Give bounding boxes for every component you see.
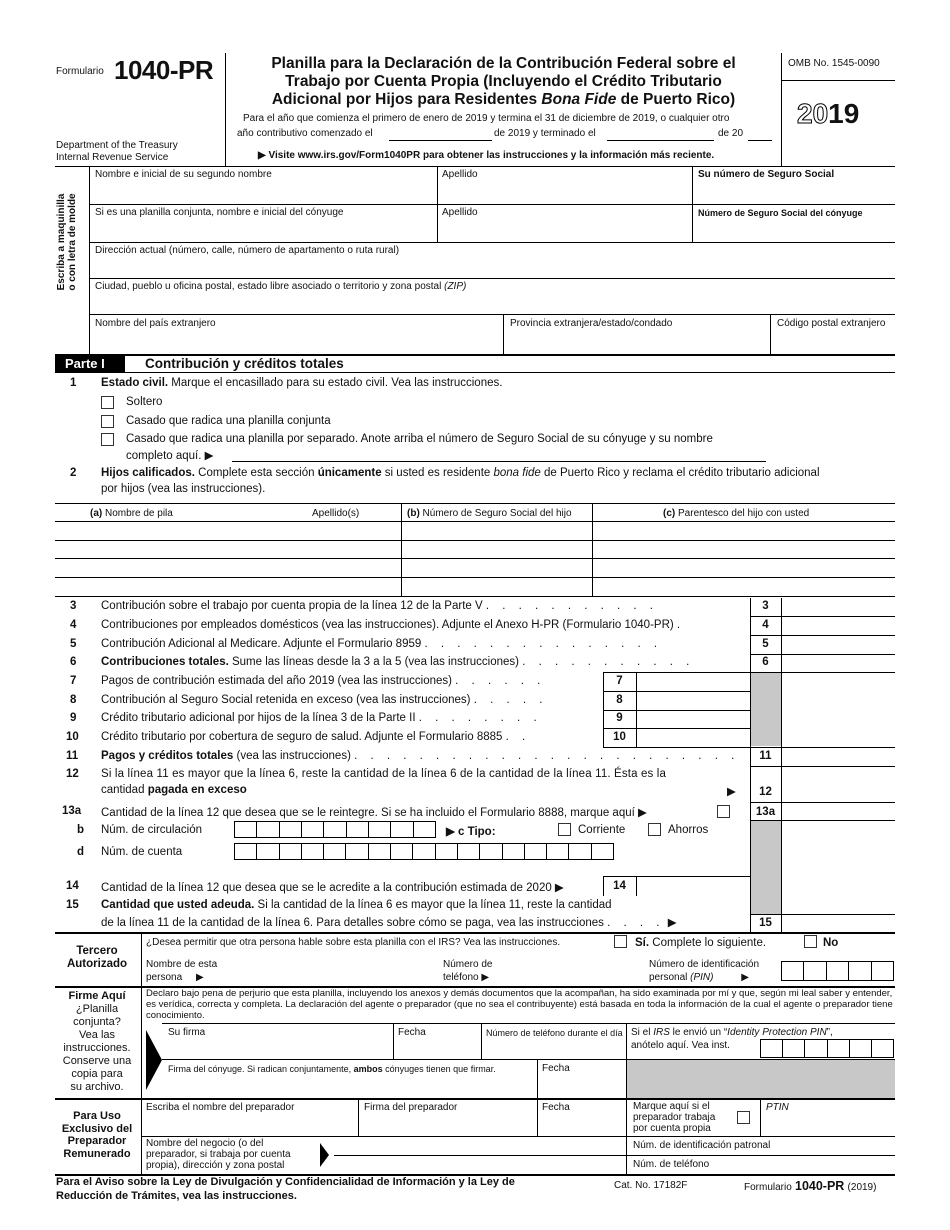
line8-amount-field[interactable] — [638, 693, 748, 709]
part1-title: Contribución y créditos totales — [145, 356, 344, 371]
foreign-province-field[interactable] — [509, 332, 766, 352]
line12-box-num: 12 — [759, 786, 772, 798]
line8-label: Contribución al Seguro Social retenida en exceso (vea las instrucciones) . . . . . — [101, 694, 548, 706]
address-field[interactable] — [95, 259, 893, 277]
line9-box-num: 9 — [616, 712, 623, 724]
col-a2-header: Apellido(s) — [312, 508, 360, 519]
line12-label: Si la línea 11 es mayor que la línea 6, reste la cantidad de la línea 6 de la cantidad de la línea 11. Ésta es la — [101, 768, 667, 780]
catalog-number: Cat. No. 17182F — [614, 1180, 688, 1191]
spouse-ssn-field[interactable] — [698, 221, 893, 241]
daytime-phone-label: Número de teléfono durante el día — [486, 1028, 623, 1038]
col-a-header: (a) Nombre de pila — [90, 508, 173, 519]
line15-amount-field[interactable] — [783, 915, 893, 931]
sign-arrow-icon — [146, 1030, 162, 1090]
checking-checkbox[interactable] — [558, 823, 571, 836]
designee-yes-label: Sí. Complete lo siguiente. — [635, 937, 767, 949]
line14-amount-field[interactable] — [638, 877, 748, 895]
line3-amount-field[interactable] — [783, 599, 893, 615]
form8888-checkbox[interactable] — [717, 805, 730, 818]
first-name-field[interactable] — [95, 183, 433, 203]
preparer-date-field[interactable] — [542, 1116, 622, 1134]
line13a-amount-field[interactable] — [783, 804, 893, 820]
privacy-notice-2: Reducción de Trámites, vea las instrucciones. — [56, 1190, 297, 1202]
spouse-name-field[interactable] — [95, 221, 433, 241]
line7-num: 7 — [70, 675, 77, 687]
firm-name-label: Nombre del negocio (o del preparador, si trabaja por cuenta propia), dirección y zona postal — [146, 1138, 291, 1171]
ptin-field[interactable] — [766, 1116, 894, 1134]
spouse-date-label: Fecha — [542, 1063, 570, 1074]
spouse-signature-label: Firma del cónyuge. Si radican conjuntamente, ambos cónyuges tienen que firmar. — [168, 1064, 496, 1074]
tax-year-line: Para el año que comienza el primero de enero de 2019 y termina el 31 de diciembre de 2019, o cualquier otro — [243, 113, 730, 124]
fiscal-end-year-field[interactable] — [748, 128, 772, 141]
married-joint-label: Casado que radica una planilla conjunta — [126, 415, 331, 427]
ip-pin-label: Si el IRS le envió un “Identity Protection PIN”, — [631, 1027, 833, 1038]
daytime-phone-field[interactable] — [486, 1040, 622, 1058]
foreign-postal-field[interactable] — [776, 332, 893, 352]
line13a-label: Cantidad de la línea 12 que desea que se le reintegre. Si se ha incluido el Formulario 8888, marque aquí ▶ — [101, 807, 647, 819]
line4-num: 4 — [70, 619, 77, 631]
line15-box-num: 15 — [759, 917, 772, 929]
checking-label: Corriente — [578, 824, 626, 836]
line13a-num: 13a — [62, 805, 82, 817]
designee-question: ¿Desea permitir que otra persona hable sobre esta planilla con el IRS? Vea las instrucciones. — [146, 937, 561, 948]
foreign-country-label: Nombre del país extranjero — [95, 318, 216, 329]
line10-amount-field[interactable] — [638, 730, 748, 746]
spouse-ssn-label: Número de Seguro Social del cónyuge — [698, 208, 863, 218]
line11-num: 11 — [66, 750, 79, 762]
line4-label: Contribuciones por empleados domésticos (vea las instrucciones). Adjunte el Anexo H-PR (Formulario 1040-PR) . — [101, 619, 681, 631]
spouse-date-field[interactable] — [542, 1076, 622, 1096]
col-c-header: (c) Parentesco del hijo con usted — [663, 508, 810, 519]
footer-form-id: Formulario 1040-PR (2019) — [744, 1179, 877, 1193]
account-number-label: Núm. de cuenta — [101, 846, 183, 858]
line6-box-num: 6 — [762, 656, 769, 668]
line12-arrow: ▶ — [727, 786, 736, 798]
self-employed-checkbox[interactable] — [737, 1111, 750, 1124]
foreign-country-field[interactable] — [95, 332, 499, 352]
child-ssn-cells[interactable] — [402, 522, 591, 595]
savings-label: Ahorros — [668, 824, 709, 836]
married-separate-checkbox[interactable] — [101, 433, 114, 446]
qualifying-children-label-2: por hijos (vea las instrucciones). — [101, 483, 266, 495]
line10-label: Crédito tributario por cobertura de seguro de salud. Adjunte el Formulario 8885 . . — [101, 731, 531, 743]
preparer-signature-label: Firma del preparador — [364, 1102, 458, 1113]
line7-amount-field[interactable] — [638, 674, 748, 690]
preparer-signature-field[interactable] — [364, 1116, 534, 1134]
fiscal-begin-field[interactable] — [389, 128, 492, 141]
print-or-type-label: Escriba a maquinilla o con letra de molde — [56, 193, 78, 291]
qualifying-children-label: Hijos calificados. Complete esta sección únicamente si usted es residente bona fide de Puerto Rico y reclama el crédito tributario adicional — [101, 467, 820, 479]
child-name-cells[interactable] — [56, 522, 400, 595]
part1-tag: Parte I — [55, 355, 125, 372]
visit-instructions: ▶ Visite www.irs.gov/Form1040PR para obtener las instrucciones y la información más reciente. — [258, 150, 715, 161]
line10-box-num: 10 — [613, 731, 626, 743]
line2-number: 2 — [70, 467, 77, 479]
line8-num: 8 — [70, 694, 77, 706]
form-prefix: Formulario — [56, 66, 104, 77]
line11-label: Pagos y créditos totales (vea las instrucciones) . . . . . . . . . . . . . . . . . . . . . . . . — [101, 750, 740, 762]
ip-pin-label-2: anótelo aquí. Vea inst. — [631, 1040, 730, 1051]
ssn-label: Su número de Seguro Social — [698, 169, 835, 180]
routing-number-field[interactable] — [234, 821, 436, 838]
married-joint-checkbox[interactable] — [101, 415, 114, 428]
your-signature-field[interactable] — [168, 1040, 390, 1058]
department-label: Department of the Treasury — [56, 140, 178, 151]
line14-num: 14 — [66, 880, 79, 892]
designee-phone-label: Número de — [443, 959, 493, 970]
form-title: Planilla para la Declaración de la Contribución Federal sobre el Trabajo por Cuenta Propia (Incluyendo el Crédito Tributario Adicional por Hijos para Residentes Bona Fide de Puerto Rico) — [271, 55, 736, 108]
line5-num: 5 — [70, 638, 77, 650]
line5-amount-field[interactable] — [783, 637, 893, 653]
irs-label: Internal Revenue Service — [56, 152, 169, 163]
designee-name-label: Nombre de esta — [146, 959, 218, 970]
child-relationship-cells[interactable] — [593, 522, 894, 595]
designee-pin-field[interactable] — [781, 961, 894, 981]
self-employed-label: Marque aquí si el preparador trabaja por cuenta propia — [633, 1101, 716, 1134]
married-separate-label-2: completo aquí. ▶ — [126, 450, 214, 462]
designee-pin-label-2: personal (PIN) ▶ — [649, 972, 749, 983]
line3-label: Contribución sobre el trabajo por cuenta propia de la línea 12 de la Parte V . . . . . . . . . . . — [101, 600, 658, 612]
ssn-field[interactable] — [698, 183, 893, 203]
line15-label-2: de la línea 11 de la cantidad de la línea 6. Para detalles sobre cómo se paga, vea las instrucciones . . . . ▶ — [101, 917, 677, 929]
designee-name-label-2: persona ▶ — [146, 972, 204, 983]
routing-number-label: Núm. de circulación — [101, 824, 202, 836]
line4-amount-field[interactable] — [783, 618, 893, 634]
line5-label: Contribución Adicional al Medicare. Adjunte el Formulario 8959 . . . . . . . . . . . . . . . — [101, 638, 663, 650]
fiscal-end-label: de 2019 y terminado el — [494, 128, 596, 139]
designee-pin-label: Número de identificación — [649, 959, 760, 970]
first-name-label: Nombre e inicial de su segundo nombre — [95, 169, 272, 180]
firm-phone-label: Núm. de teléfono — [633, 1159, 710, 1170]
line6-amount-field[interactable] — [783, 655, 893, 671]
line1-number: 1 — [70, 377, 77, 389]
account-number-field[interactable] — [234, 843, 614, 860]
designee-phone-label-2: teléfono ▶ — [443, 972, 490, 983]
ptin-label: PTIN — [766, 1102, 789, 1113]
spouse-full-name-field[interactable] — [232, 448, 766, 462]
line12-amount-field[interactable] — [783, 785, 893, 801]
omb-number: OMB No. 1545-0090 — [788, 58, 880, 69]
firm-ein-label: Núm. de identificación patronal — [633, 1140, 771, 1151]
line15-num: 15 — [66, 899, 79, 911]
line13b-num: b — [77, 824, 85, 836]
fiscal-begin-label: año contributivo comenzado el — [237, 128, 373, 139]
line10-num: 10 — [66, 731, 79, 743]
line3-num: 3 — [70, 600, 77, 612]
line12-num: 12 — [66, 768, 79, 780]
designee-no-checkbox[interactable] — [804, 935, 817, 948]
line6-num: 6 — [70, 656, 77, 668]
line15-label: Cantidad que usted adeuda. Si la cantidad de la línea 6 es mayor que la línea 11, reste la cantidad — [101, 899, 612, 911]
ip-pin-field[interactable] — [760, 1039, 894, 1058]
designee-yes-checkbox[interactable] — [614, 935, 627, 948]
foreign-province-label: Provincia extranjera/estado/condado — [510, 318, 673, 329]
col-b-header: (b) Número de Seguro Social del hijo — [407, 508, 572, 519]
preparer-name-field[interactable] — [146, 1116, 354, 1134]
single-checkbox[interactable] — [101, 396, 114, 409]
perjury-declaration: Declaro bajo pena de perjurio que esta planilla, incluyendo los anexos y demás documentos que la acompañan, ha sido examinada por mí y que, según mi leal saber y entender, es verídica, correcta y completa. La declaración del agente o preparador (que no sea el contribuyente) está basada en toda la información de la cual el agente o preparador tiene conocimiento. — [146, 988, 893, 1021]
line6-label: Contribuciones totales. Sume las líneas desde la 3 a la 5 (vea las instrucciones) . . . . . . . . . . . — [101, 656, 695, 668]
preparer-date-label: Fecha — [542, 1102, 570, 1113]
preparer-title: Para Uso Exclusivo del Preparador Remunerado — [61, 1110, 133, 1160]
spouse-signature-field[interactable] — [168, 1076, 534, 1096]
city-label: Ciudad, pueblo u oficina postal, estado libre asociado o territorio y zona postal (ZIP) — [95, 281, 467, 292]
line5-box-num: 5 — [762, 638, 769, 650]
spouse-last-name-field[interactable] — [442, 221, 688, 241]
single-label: Soltero — [126, 396, 163, 408]
line13a-box-num: 13a — [755, 806, 776, 818]
fiscal-end-field[interactable] — [607, 128, 714, 141]
last-name-field[interactable] — [442, 183, 688, 203]
married-separate-label: Casado que radica una planilla por separado. Anote arriba el número de Seguro Social de su cónyuge y su nombre — [126, 433, 713, 445]
line9-num: 9 — [70, 712, 77, 724]
line12-label-2: cantidad pagada en exceso — [101, 784, 247, 796]
fiscal-end-year-label: de 20 — [718, 128, 744, 139]
signature-date-label: Fecha — [398, 1027, 426, 1038]
signature-date-field[interactable] — [398, 1040, 478, 1058]
filing-status-label: Estado civil. Marque el encasillado para su estado civil. Vea las instrucciones. — [101, 377, 503, 389]
line9-amount-field[interactable] — [638, 711, 748, 727]
line8-box-num: 8 — [616, 694, 623, 706]
line7-box-num: 7 — [616, 675, 623, 687]
line11-box-num: 11 — [759, 750, 772, 762]
firm-arrow-icon — [320, 1143, 329, 1167]
account-type-label: ▶ c Tipo: — [446, 826, 496, 838]
preparer-name-label: Escriba el nombre del preparador — [146, 1102, 295, 1113]
spouse-name-label: Si es una planilla conjunta, nombre e inicial del cónyuge — [95, 207, 344, 218]
last-name-label: Apellido — [442, 169, 478, 180]
line14-label: Cantidad de la línea 12 que desea que se le acredite a la contribución estimada de 2020 ▶ — [101, 882, 564, 894]
line3-box-num: 3 — [762, 600, 769, 612]
form-number: 1040-PR — [114, 55, 214, 85]
line14-box-num: 14 — [613, 880, 626, 892]
designee-name-field[interactable] — [230, 958, 430, 984]
line13d-num: d — [77, 846, 85, 858]
sign-here-title: Firme Aquí ¿Planilla conjunta? Vea las instrucciones. Conserve una copia para su archivo. — [62, 990, 132, 1093]
foreign-postal-label: Código postal extranjero — [777, 318, 886, 329]
city-field[interactable] — [95, 295, 893, 313]
line7-label: Pagos de contribución estimada del año 2019 (vea las instrucciones) . . . . . . — [101, 675, 546, 687]
spouse-last-name-label: Apellido — [442, 207, 478, 218]
tax-year: 2019 — [797, 98, 860, 129]
line11-amount-field[interactable] — [783, 749, 893, 765]
designee-no-label: No — [823, 937, 839, 949]
savings-checkbox[interactable] — [648, 823, 661, 836]
third-party-title: Tercero Autorizado — [66, 945, 128, 970]
address-label: Dirección actual (número, calle, número de apartamento o ruta rural) — [95, 245, 400, 256]
line4-box-num: 4 — [762, 619, 769, 631]
privacy-notice: Para el Aviso sobre la Ley de Divulgación y Confidencialidad de Información y la Ley de — [56, 1176, 515, 1188]
your-signature-label: Su firma — [168, 1027, 206, 1038]
designee-phone-field[interactable] — [505, 958, 640, 984]
line9-label: Crédito tributario adicional por hijos de la línea 3 de la Parte II . . . . . . . . — [101, 712, 542, 724]
